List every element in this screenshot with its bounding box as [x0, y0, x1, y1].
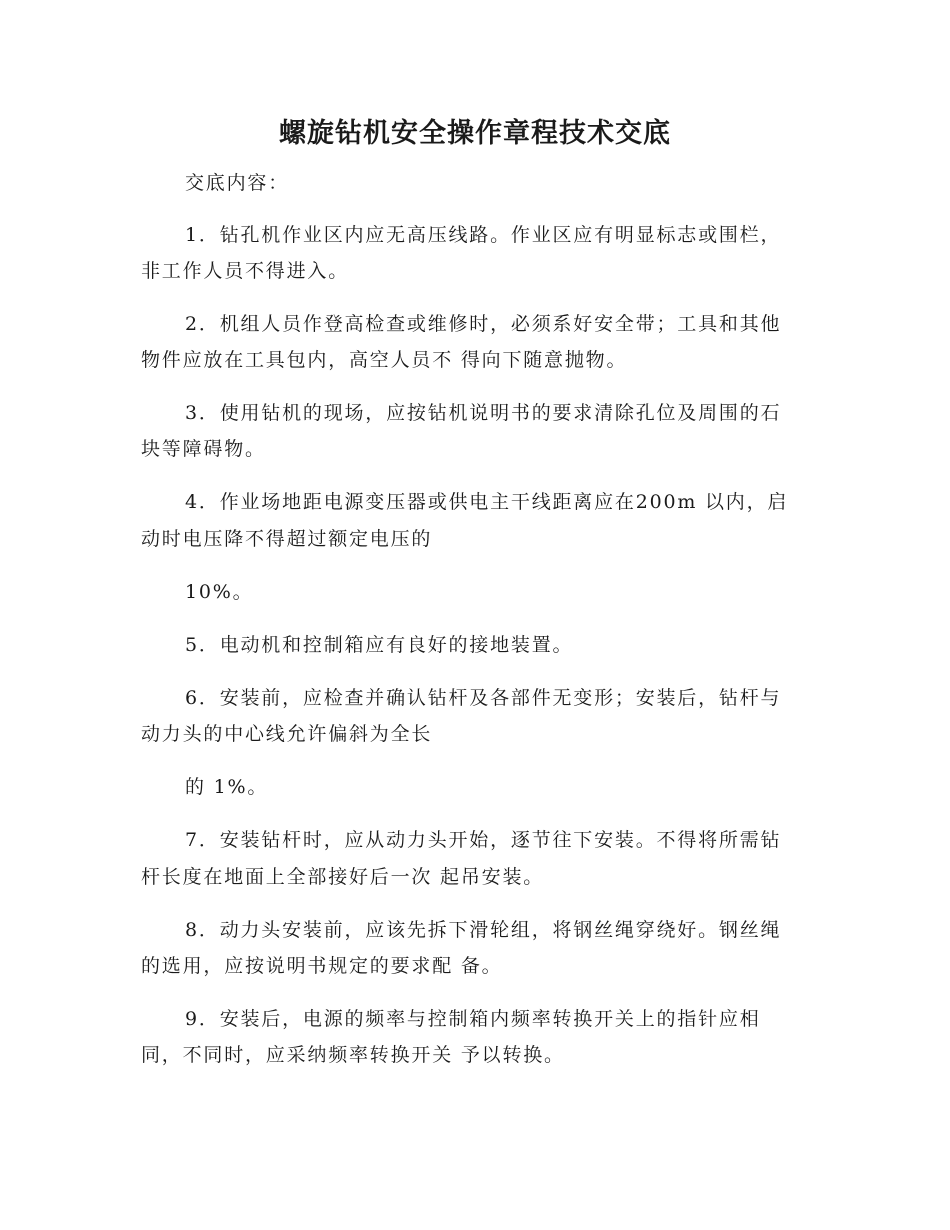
intro-heading: 交底内容： — [185, 172, 290, 194]
paragraph-line: 10%。 — [185, 581, 254, 603]
paragraph-line: 6．安装前，应检查并确认钻杆及各部件无变形；安装后，钻杆与 — [185, 687, 782, 709]
paragraph-line: 非工作人员不得进入。 — [141, 260, 350, 282]
paragraph-line: 8．动力头安装前，应该先拆下滑轮组，将钢丝绳穿绕好。钢丝绳 — [185, 919, 782, 941]
paragraph-line: 动力头的中心线允许偏斜为全长 — [141, 723, 433, 745]
paragraph-line: 动时电压降不得超过额定电压的 — [141, 528, 433, 550]
paragraph-line: 的 1%。 — [185, 776, 269, 798]
paragraph-line: 4．作业场地距电源变压器或供电主干线距离应在200m 以内，启 — [185, 491, 789, 513]
paragraph-line: 3．使用钻机的现场，应按钻机说明书的要求清除孔位及周围的石 — [185, 402, 782, 424]
paragraph-line: 1．钻孔机作业区内应无高压线路。作业区应有明显标志或围栏， — [185, 224, 782, 246]
paragraph-line: 杆长度在地面上全部接好后一次 起吊安装。 — [141, 866, 545, 888]
paragraph-line: 同，不同时，应采纳频率转换开关 予以转换。 — [141, 1044, 565, 1066]
paragraph-line: 的选用，应按说明书规定的要求配 备。 — [141, 955, 503, 977]
paragraph-line: 物件应放在工具包内，高空人员不 得向下随意抛物。 — [141, 349, 628, 371]
paragraph-line: 块等障碍物。 — [141, 438, 266, 460]
paragraph-line: 9．安装后，电源的频率与控制箱内频率转换开关上的指针应相 — [185, 1008, 761, 1030]
paragraph-line: 2．机组人员作登高检查或维修时，必须系好安全带；工具和其他 — [185, 313, 782, 335]
paragraph-line: 5．电动机和控制箱应有良好的接地装置。 — [185, 634, 574, 656]
document-title: 螺旋钻机安全操作章程技术交底 — [279, 118, 671, 149]
paragraph-line: 7．安装钻杆时，应从动力头开始，逐节往下安装。不得将所需钻 — [185, 829, 782, 851]
